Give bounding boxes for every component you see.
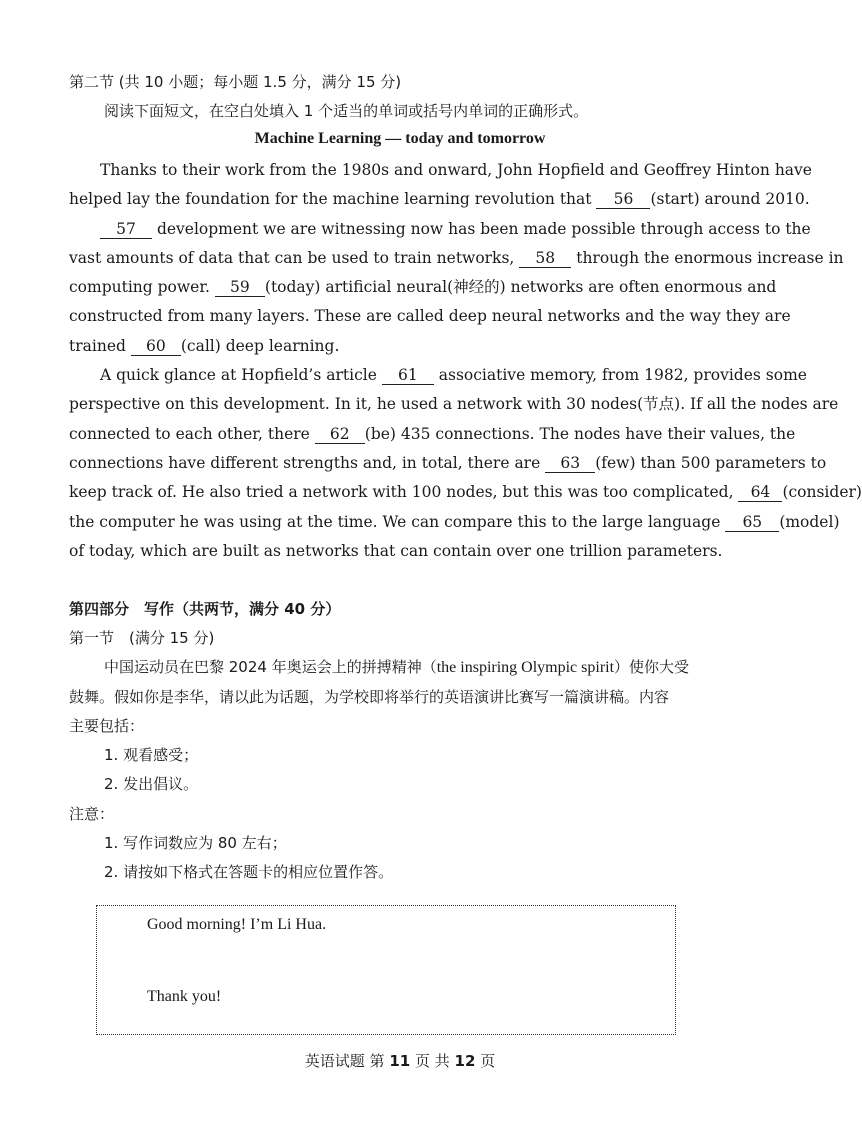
prompt-line1-en: the inspiring Olympic spirit xyxy=(436,659,615,676)
p2-line5-text: trained xyxy=(69,337,126,355)
p3-line6-tail: (model) xyxy=(779,513,840,531)
p3-line1-text: A quick glance at Hopfield’s article xyxy=(100,366,377,384)
p3-line1 xyxy=(100,365,807,385)
p3-line6 xyxy=(69,512,840,532)
answer-greeting: Good morning! I’m Li Hua. xyxy=(147,916,327,933)
p1-line1: Thanks to their work from the 1980s and onward, John Hopfield and Geoffrey Hinton have xyxy=(100,161,812,179)
blank-58[interactable]: 58 xyxy=(519,249,571,268)
p3-line5-text: keep track of. He also tried a network with 100 nodes, but this was too complicated, xyxy=(69,483,734,501)
blank-56[interactable]: 56 xyxy=(596,190,650,209)
p3-line5-tail: (consider) xyxy=(782,483,862,501)
footer-mid: 页 共 xyxy=(414,1052,450,1070)
p1-line2-tail: (start) around 2010. xyxy=(650,190,810,208)
p3-line7: of today, which are built as networks that can contain over one trillion parameters. xyxy=(69,542,723,560)
footer-page-number: 11 xyxy=(389,1052,411,1070)
blank-63[interactable]: 63 xyxy=(545,454,595,473)
p3-line4-tail: (few) than 500 parameters to xyxy=(595,454,827,472)
p2-line3-tail: (today) artificial neural(神经的) networks are often enormous and xyxy=(264,278,777,296)
passage-title: Machine Learning — today and tomorrow xyxy=(254,130,546,147)
p3-line1-tail: associative memory, from 1982, provides some xyxy=(438,366,807,384)
blank-59[interactable]: 59 xyxy=(215,278,265,297)
part4-heading: 第四部分 写作（共两节，满分 40 分） xyxy=(69,600,341,618)
p2-line1 xyxy=(100,219,811,239)
blank-64[interactable]: 64 xyxy=(738,483,782,502)
section2-heading: 第二节 (共 10 小题；每小题 1.5 分，满分 15 分) xyxy=(69,73,402,91)
p2-line3-text: computing power. xyxy=(69,278,210,296)
p3-line3-text: connected to each other, there xyxy=(69,425,310,443)
section2-instruction: 阅读下面短文，在空白处填入 1 个适当的单词或括号内单词的正确形式。 xyxy=(104,102,589,120)
note-1: 1. 写作词数应为 80 左右； xyxy=(104,834,287,852)
prompt-line1 xyxy=(104,657,766,678)
footer-suffix: 页 xyxy=(480,1052,496,1070)
footer-prefix: 英语试题 第 xyxy=(304,1052,385,1070)
p3-line4 xyxy=(69,453,827,473)
p2-line2-tail: through the enormous increase in xyxy=(576,249,844,267)
note-label: 注意： xyxy=(69,805,115,823)
p3-line5 xyxy=(69,482,862,502)
footer-total-pages: 12 xyxy=(454,1052,476,1070)
blank-60[interactable]: 60 xyxy=(131,337,181,356)
p3-line2: perspective on this development. In it, he used a network with 30 nodes(节点). If all the nodes are xyxy=(69,395,839,413)
p3-line3-tail: (be) 435 connections. The nodes have their values, the xyxy=(364,425,796,443)
content-item-1: 1. 观看感受； xyxy=(104,746,199,764)
p3-line6-text: the computer he was using at the time. We can compare this to the large language xyxy=(69,513,721,531)
p1-line2 xyxy=(69,189,810,209)
answer-closing: Thank you! xyxy=(147,988,222,1005)
note-2: 2. 请按如下格式在答题卡的相应位置作答。 xyxy=(104,863,394,881)
blank-61[interactable]: 61 xyxy=(382,366,434,385)
blank-65[interactable]: 65 xyxy=(725,513,779,532)
prompt-line3: 主要包括： xyxy=(69,717,145,735)
blank-62[interactable]: 62 xyxy=(315,425,365,444)
p2-line4: constructed from many layers. These are called deep neural networks and the way they are xyxy=(69,307,791,325)
prompt-line2: 鼓舞。假如你是李华，请以此为话题，为学校即将举行的英语演讲比赛写一篇演讲稿。内容 xyxy=(69,688,670,706)
p2-line3 xyxy=(69,277,777,297)
p2-line2-text: vast amounts of data that can be used to train networks, xyxy=(69,249,515,267)
p3-line4-text: connections have different strengths and, in total, there are xyxy=(69,454,541,472)
p2-line1-text: development we are witnessing now has been made possible through access to the xyxy=(156,220,811,238)
p3-line3 xyxy=(69,424,796,444)
p2-line2 xyxy=(69,248,844,268)
p2-line5 xyxy=(69,336,731,356)
p1-line2-text: helped lay the foundation for the machine learning revolution that xyxy=(69,190,592,208)
prompt-line1-b: ）使你大受 xyxy=(614,658,690,676)
p2-line5-tail: (call) deep learning. xyxy=(180,337,340,355)
answer-format-box xyxy=(96,905,676,1035)
prompt-line1-a: 中国运动员在巴黎 2024 年奥运会上的拼搏精神（ xyxy=(104,658,437,676)
blank-57[interactable]: 57 xyxy=(100,220,152,239)
page-footer xyxy=(0,1050,800,1071)
part4-section1: 第一节 (满分 15 分) xyxy=(69,629,215,647)
content-item-2: 2. 发出倡议。 xyxy=(104,775,199,793)
